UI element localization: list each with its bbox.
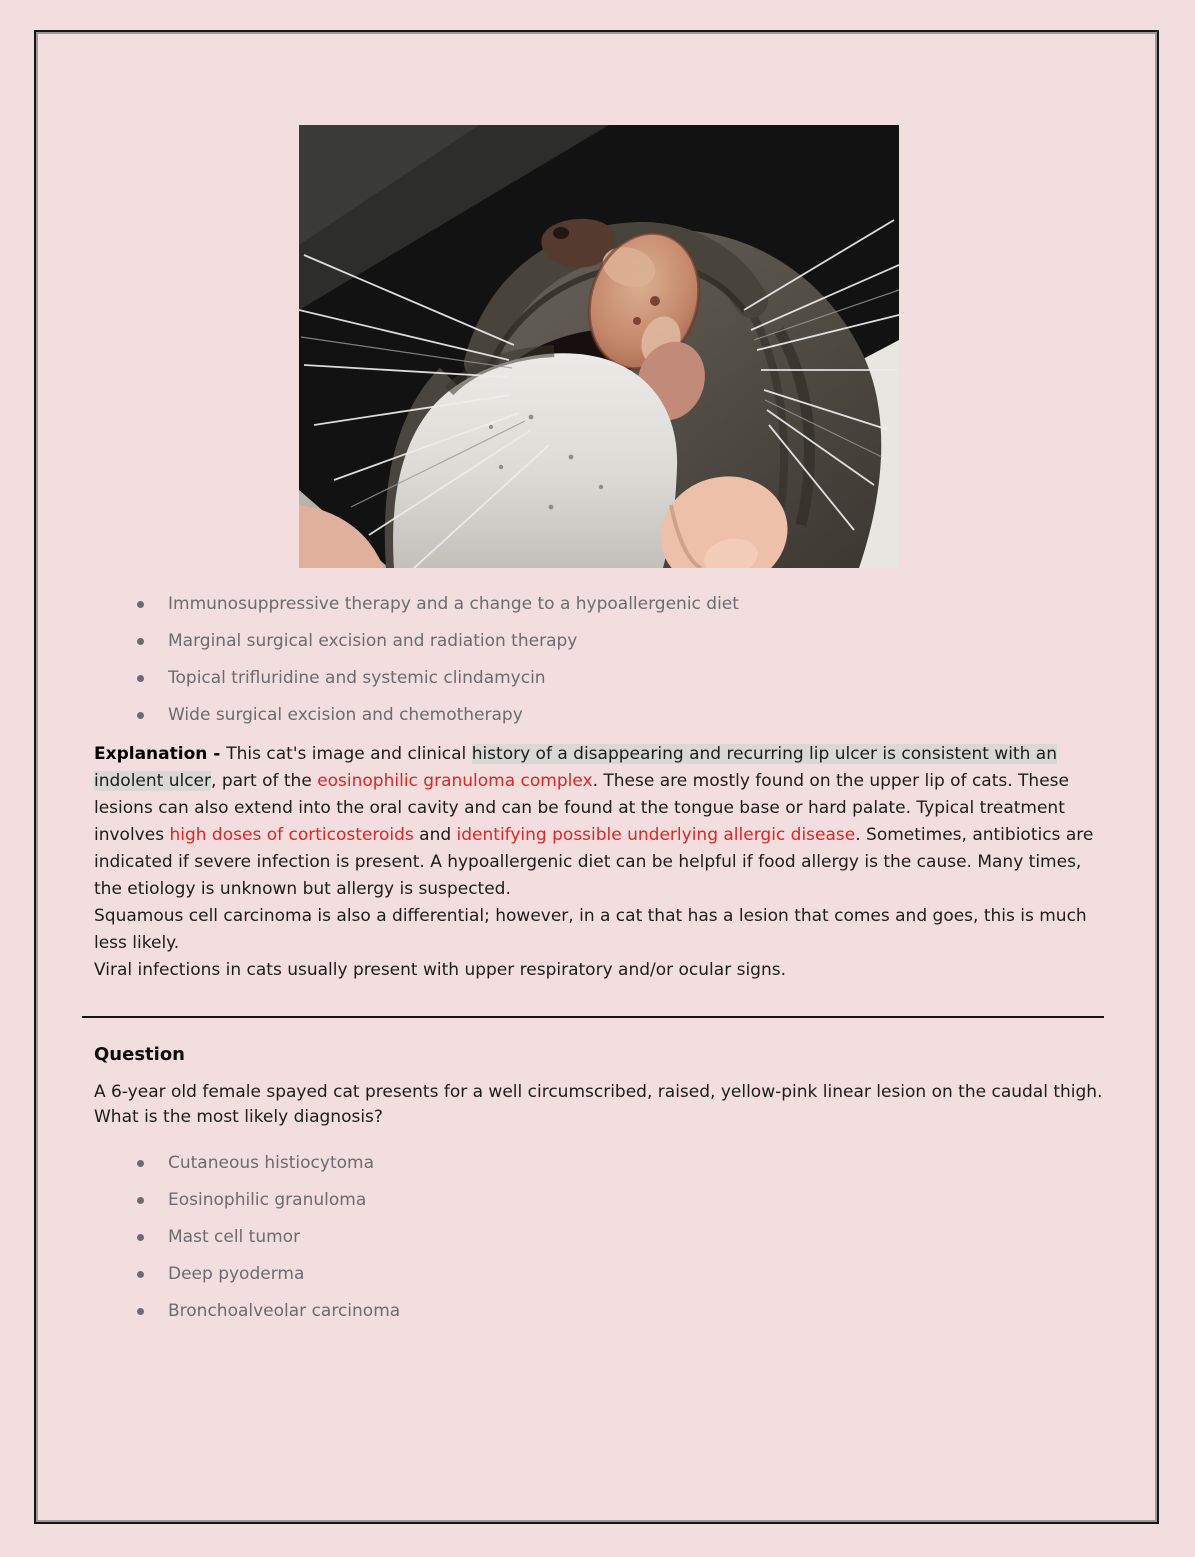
explanation-paragraph-3: Viral infections in cats usually present with upper respiratory and/or ocular signs. bbox=[94, 960, 786, 980]
answer-option-label: Deep pyoderma bbox=[168, 1264, 305, 1284]
answer-option-label: Topical trifluridine and systemic clindamycin bbox=[168, 668, 546, 688]
answer-option-label: Eosinophilic granuloma bbox=[168, 1190, 367, 1210]
answer-option[interactable] bbox=[135, 630, 1104, 653]
explanation-segment-red: eosinophilic granuloma complex bbox=[317, 771, 593, 791]
explanation-segment-highlight: history of a disappearing and recurring lip ulcer is consistent with an indolent ulcer bbox=[94, 744, 1057, 791]
bullet-icon bbox=[137, 1271, 144, 1278]
answer-option-label: Immunosuppressive therapy and a change to a hypoallergenic diet bbox=[168, 594, 739, 614]
explanation-paragraph-2: Squamous cell carcinoma is also a differential; however, in a cat that has a lesion that comes and goes, this is much less likely. bbox=[94, 906, 1087, 953]
content-frame bbox=[34, 30, 1159, 1524]
bullet-icon bbox=[137, 601, 144, 608]
bullet-icon bbox=[137, 1197, 144, 1204]
explanation-paragraph bbox=[94, 741, 1104, 903]
answer-option[interactable] bbox=[135, 667, 1104, 690]
answer-option[interactable] bbox=[135, 1300, 1104, 1323]
bullet-icon bbox=[137, 638, 144, 645]
answer-option-label: Wide surgical excision and chemotherapy bbox=[168, 705, 523, 725]
bullet-icon bbox=[137, 1308, 144, 1315]
section-divider bbox=[82, 1016, 1104, 1018]
explanation-segment-normal: . These are mostly found on the upper lip of cats. These lesions can also extend into the oral cavity and can be found at the tongue base or hard palate. Typical treatment involves bbox=[94, 771, 1069, 845]
answer-option[interactable] bbox=[135, 1263, 1104, 1286]
cat-photo-illustration bbox=[299, 125, 899, 568]
answer-option-label: Cutaneous histiocytoma bbox=[168, 1153, 374, 1173]
answer-option[interactable] bbox=[135, 1152, 1104, 1175]
answer-option[interactable] bbox=[135, 593, 1104, 616]
explanation-segment-red: identifying possible underlying allergic disease bbox=[456, 825, 856, 845]
explanation-segment-red: high doses of corticosteroids bbox=[169, 825, 414, 845]
answer-option[interactable] bbox=[135, 1226, 1104, 1249]
answer-option-label: Marginal surgical excision and radiation therapy bbox=[168, 631, 578, 651]
bullet-icon bbox=[137, 1234, 144, 1241]
explanation-segment-normal: , part of the bbox=[211, 771, 318, 791]
previous-question-options bbox=[135, 593, 1104, 727]
explanation-segment-normal: . Sometimes, antibiotics are indicated if severe infection is present. A hypoallergenic diet can be helpful if food allergy is the cause. Many times, the etiology is unknown but allergy is suspected. bbox=[94, 825, 1094, 899]
explanation-segment-normal: This cat's image and clinical bbox=[226, 744, 472, 764]
explanation-segment-normal: and bbox=[413, 825, 457, 845]
question-text: A 6-year old female spayed cat presents for a well circumscribed, raised, yellow-pink linear lesion on the caudal thigh. What is the most likely diagnosis? bbox=[94, 1082, 1103, 1127]
answer-option-label: Mast cell tumor bbox=[168, 1227, 301, 1247]
answer-option[interactable] bbox=[135, 1189, 1104, 1212]
bullet-icon bbox=[137, 712, 144, 719]
explanation-segment-bold: Explanation - bbox=[94, 744, 227, 764]
bullet-icon bbox=[137, 1160, 144, 1167]
cat-lip-lesion-photo bbox=[299, 125, 899, 568]
content-area bbox=[36, 32, 1157, 1323]
bullet-icon bbox=[137, 675, 144, 682]
answer-option[interactable] bbox=[135, 704, 1104, 727]
answer-option-label: Bronchoalveolar carcinoma bbox=[168, 1301, 401, 1321]
question-heading: Question bbox=[94, 1044, 185, 1065]
current-question-options bbox=[135, 1152, 1104, 1323]
